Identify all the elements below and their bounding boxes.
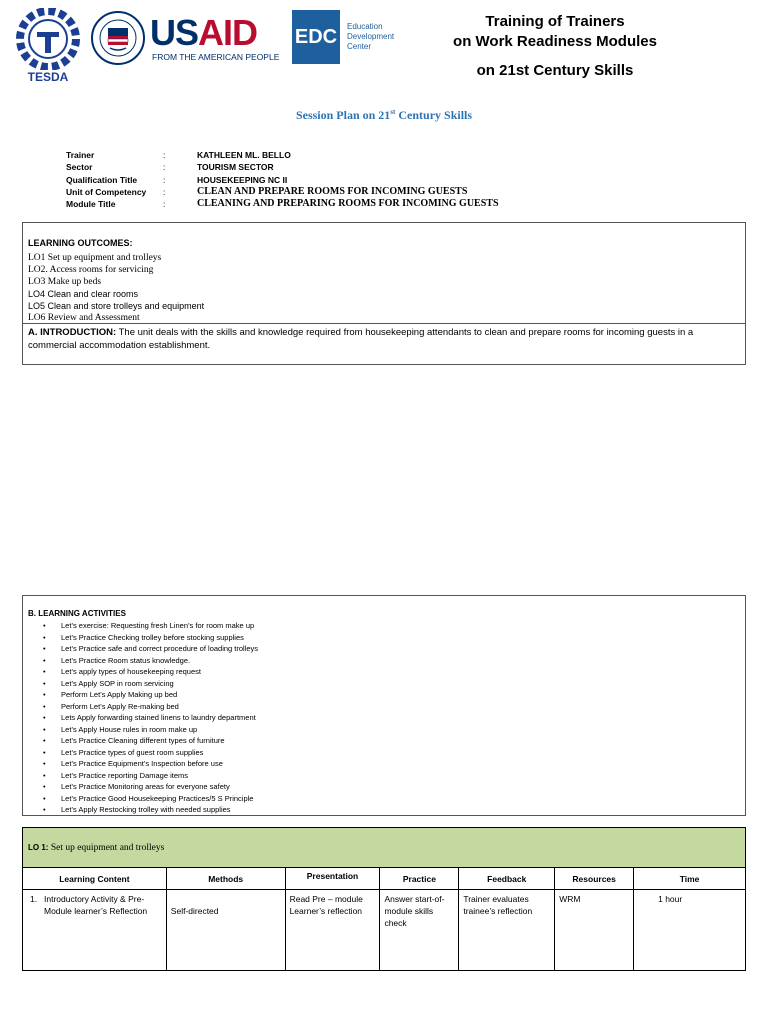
list-item: • Let’s Practice Good Housekeeping Practices/5 S Principle — [43, 793, 258, 805]
column-header-feedback: Feedback — [459, 868, 555, 890]
list-item: • Let’s Apply Restocking trolley with needed supplies — [43, 804, 258, 816]
list-item: • Let’s Practice Cleaning different types of furniture — [43, 735, 258, 747]
learning-outcomes-list — [28, 252, 204, 325]
table-row — [23, 890, 746, 971]
learning-outcomes-heading: LEARNING OUTCOMES: — [28, 238, 133, 248]
tesda-logo-text: TESDA — [27, 70, 69, 84]
list-item: LO5 Clean and store trolleys and equipment — [28, 301, 205, 312]
list-item: LO1 Set up equipment and trolleys — [28, 253, 162, 263]
learning-activities-list — [43, 620, 258, 816]
list-item: • Let’s exercise: Requesting fresh Linen’s for room make up — [43, 620, 258, 632]
cell-practice: Answer start-of-module skills check — [380, 890, 459, 971]
introduction-text: A. INTRODUCTION: The unit deals with the skills and knowledge required from housekeeping attendants to clean and prepare rooms for incoming guests in a commercial accommodation establishment. — [28, 327, 694, 351]
usaid-wordmark: USAID — [150, 12, 258, 53]
header-title-line1: Training of Trainers — [485, 13, 625, 30]
list-item: • Let’s Practice Room status knowledge. — [43, 655, 258, 667]
list-item: • Let’s Practice Checking trolley before stocking supplies — [43, 632, 258, 644]
document-header-title — [420, 12, 690, 81]
list-item: LO2. Access rooms for servicing — [28, 265, 154, 276]
learning-activities-box — [22, 595, 746, 816]
column-header-learning-content: Learning Content — [23, 868, 167, 890]
list-item: • Let’s Practice reporting Damage items — [43, 770, 258, 782]
list-item: • Let’s Practice safe and correct procedure of loading trolleys — [43, 643, 258, 655]
cell-time: 1 hour — [634, 890, 746, 971]
header-title-line2: on Work Readiness Modules — [453, 33, 657, 50]
list-item: • Let’s Practice Equipment’s Inspection before use — [43, 758, 258, 770]
list-item: • Let’s Apply House rules in room make up — [43, 724, 258, 736]
list-item: LO6 Review and Assessment — [28, 313, 140, 324]
learning-outcomes-box — [22, 222, 746, 365]
lo1-heading-cell: LO 1: Set up equipment and trolleys — [23, 828, 746, 868]
column-header-resources: Resources — [555, 868, 634, 890]
column-header-practice: Practice — [380, 868, 459, 890]
divider — [23, 323, 745, 324]
tesda-logo — [15, 8, 81, 82]
column-header-methods: Methods — [166, 868, 285, 890]
edc-logo — [292, 10, 402, 64]
edc-logo-name: Education Development Center — [347, 22, 395, 51]
list-item: • Perform Let’s Apply Making up bed — [43, 689, 258, 701]
learning-activities-heading: B. LEARNING ACTIVITIES — [28, 609, 126, 618]
cell-presentation: Read Pre – module Learner’s reflection — [285, 890, 380, 971]
lo1-session-table — [22, 827, 746, 971]
table-row — [23, 828, 746, 868]
list-item: • Lets Apply forwarding stained linens to laundry department — [43, 712, 258, 724]
column-header-time: Time — [634, 868, 746, 890]
list-item: • Perform Let’s Apply Re-making bed — [43, 701, 258, 713]
cell-feedback: Trainer evaluates trainee’s reflection — [459, 890, 555, 971]
usaid-logo — [150, 14, 278, 66]
cell-learning-content: 1. Introductory Activity & Pre- Module learner’s Reflection — [23, 890, 167, 971]
list-item: • Let’s apply types of housekeeping request — [43, 666, 258, 678]
list-item: • Let’s Practice Monitoring areas for everyone safety — [43, 781, 258, 793]
header-title-line3: on 21st Century Skills — [476, 62, 634, 79]
edc-logo-box: EDC — [292, 10, 340, 64]
list-item: • Let’s Practice types of guest room supplies — [43, 747, 258, 759]
table-header-row — [23, 868, 746, 890]
usaid-tagline: FROM THE AMERICAN PEOPLE — [152, 52, 280, 62]
list-item: LO3 Make up beds — [28, 277, 102, 288]
cell-resources: WRM — [555, 890, 634, 971]
session-plan-title: Session Plan on 21st Century Skills — [295, 108, 473, 122]
usaid-seal-logo — [91, 10, 145, 66]
cell-methods: Self-directed — [166, 890, 285, 971]
list-item: LO4 Clean and clear rooms — [28, 289, 139, 300]
list-item: • Let’s Apply SOP in room servicing — [43, 678, 258, 690]
column-header-presentation: Presentation — [285, 868, 380, 890]
